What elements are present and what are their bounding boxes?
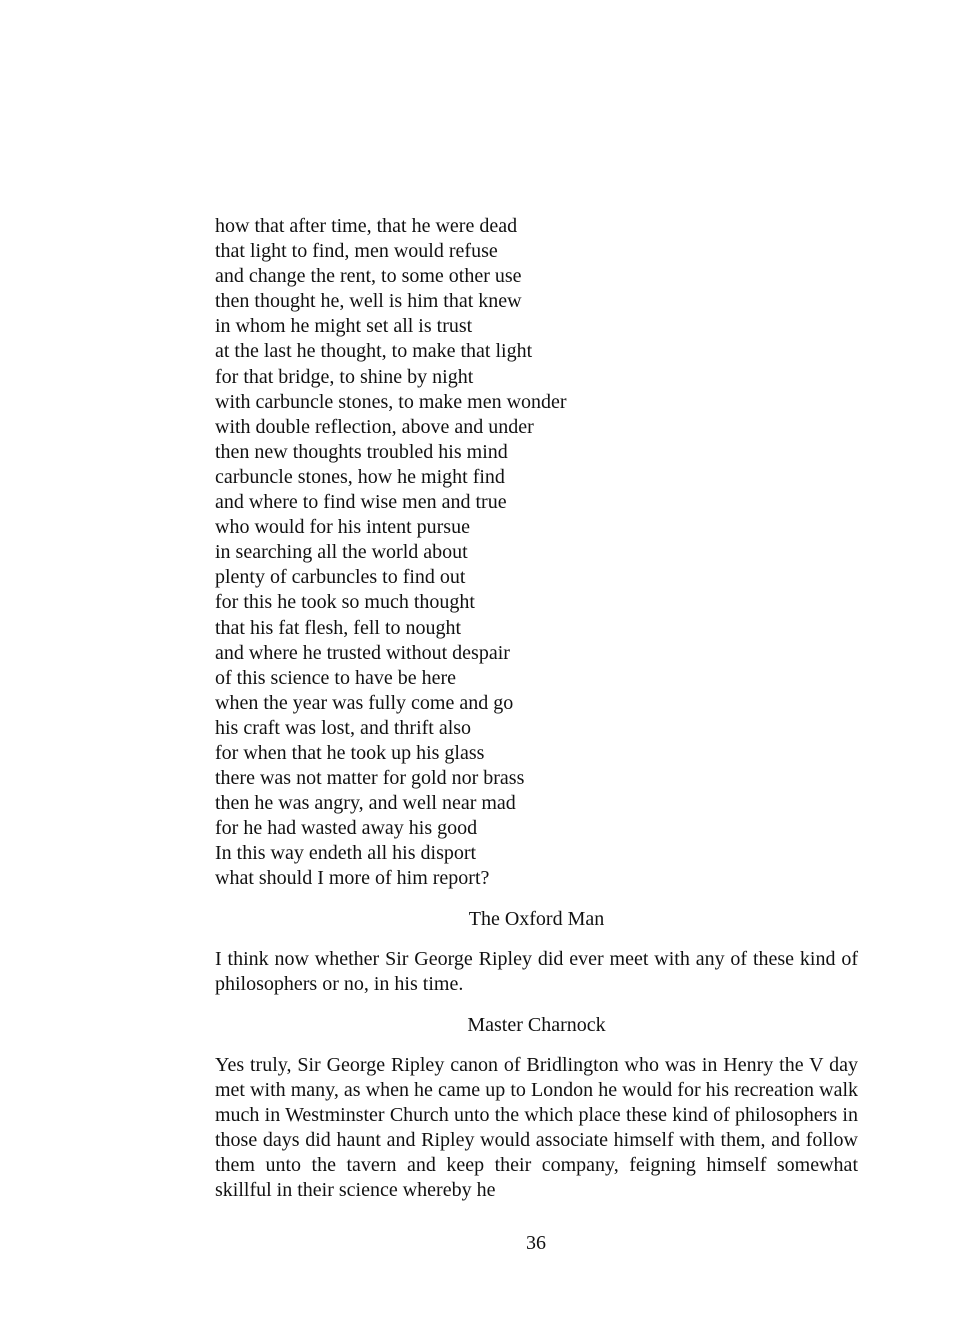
verse-line: for when that he took up his glass [215, 741, 485, 764]
verse-line: for this he took so much thought [215, 591, 475, 614]
speaker-heading-master-charnock: Master Charnock [467, 1013, 606, 1036]
verse-line: with double reflection, above and under [215, 415, 534, 438]
verse-line: for he had wasted away his good [215, 817, 478, 840]
verse-line: and where he trusted without despair [215, 641, 510, 664]
speech-paragraph: Yes truly, Sir George Ripley canon of Bridlington who was in Henry the V day met with many, as when he came up to London he would for his recreation walk much in Westminster Church unto the which place these kind of philosophers in those days did haunt and Ripley would associate himself with them, and follow them unto the tavern and keep their company, feigning himself somewhat skillful in their science whereby he [215, 1053, 858, 1201]
verse-line: in whom he might set all is trust [215, 315, 473, 338]
verse-block [215, 214, 858, 892]
verse-line: who would for his intent pursue [215, 516, 470, 539]
verse-line: of this science to have be here [215, 666, 457, 689]
page-body [215, 214, 858, 1203]
verse-line: in searching all the world about [215, 541, 468, 564]
verse-line: at the last he thought, to make that light [215, 340, 533, 363]
verse-line: for that bridge, to shine by night [215, 365, 474, 388]
speech-paragraph: I think now whether Sir George Ripley did ever meet with any of these kind of philosophers or no, in his time. [215, 947, 858, 995]
verse-line: his craft was lost, and thrift also [215, 716, 472, 739]
verse-line: and where to find wise men and true [215, 491, 507, 514]
verse-line: how that after time, that he were dead [215, 215, 518, 237]
verse-line: then he was angry, and well near mad [215, 792, 516, 815]
page-number: 36 [526, 1232, 546, 1254]
verse-line: when the year was fully come and go [215, 691, 514, 714]
verse-line: and change the rent, to some other use [215, 265, 522, 288]
verse-line: that light to find, men would refuse [215, 240, 498, 263]
verse-line: what should I more of him report? [215, 867, 490, 890]
verse-line: carbuncle stones, how he might find [215, 465, 505, 488]
verse-line: there was not matter for gold nor brass [215, 767, 525, 790]
verse-line: then new thoughts troubled his mind [215, 440, 508, 463]
verse-line: plenty of carbuncles to find out [215, 566, 466, 589]
verse-line: with carbuncle stones, to make men wonder [215, 390, 567, 413]
verse-line: In this way endeth all his disport [215, 842, 477, 865]
speaker-heading-oxford-man: The Oxford Man [468, 907, 605, 930]
verse-line: that his fat flesh, fell to nought [215, 616, 462, 639]
verse-line: then thought he, well is him that knew [215, 290, 522, 313]
